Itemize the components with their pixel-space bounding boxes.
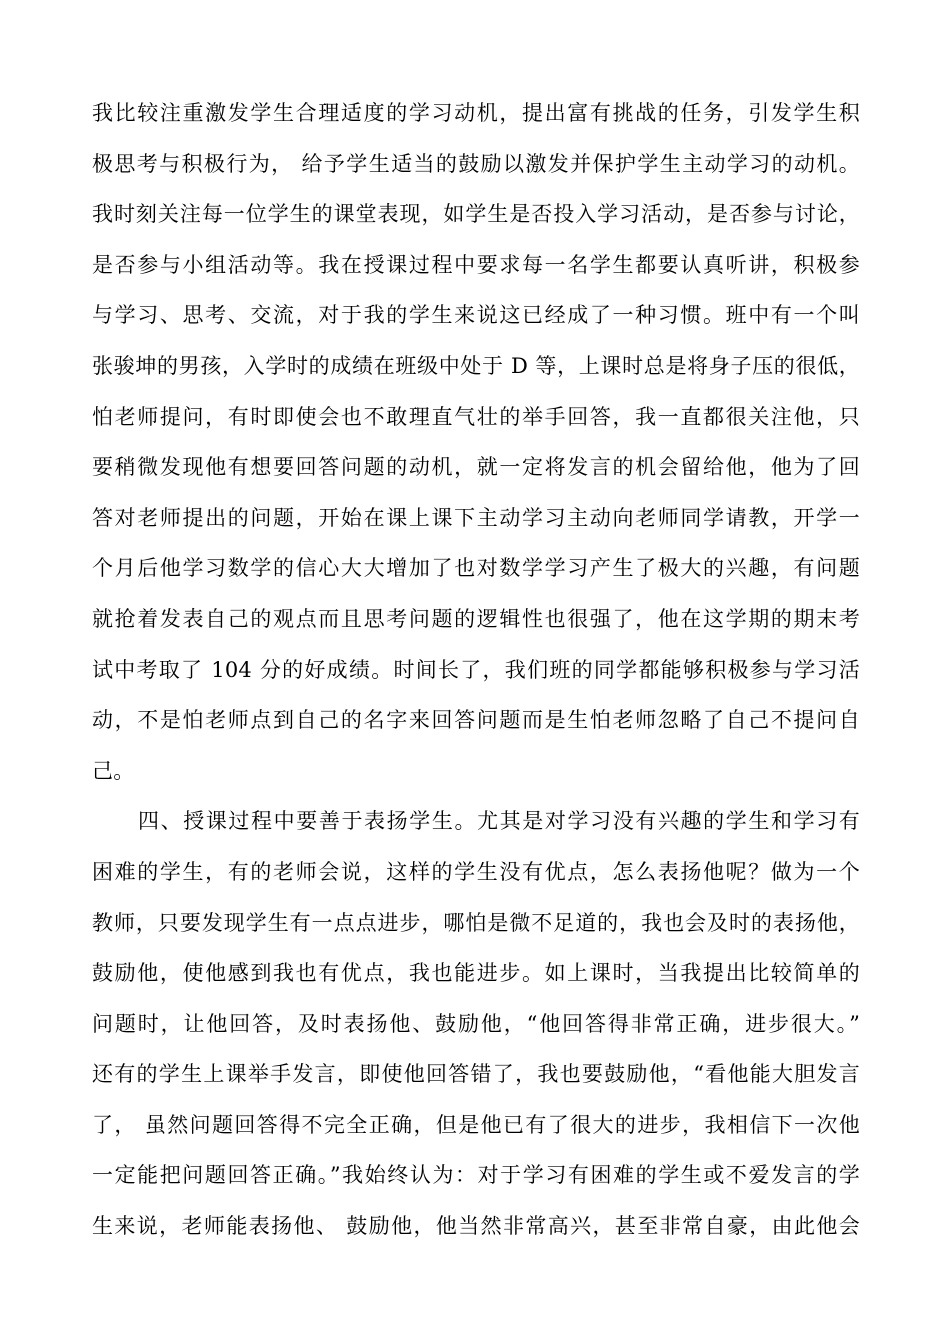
- text-line: 动，不是怕老师点到自己的名字来回答问题而是生怕老师忽略了自己不提问自: [92, 708, 860, 733]
- text-line: 试中考取了 104 分的好成绩。时间长了，我们班的同学都能够积极参与学习活: [92, 657, 860, 682]
- text-line: 生来说，老师能表扬他、 鼓励他，他当然非常高兴，甚至非常自豪，由此他会: [92, 1214, 860, 1239]
- text-line: 鼓励他，使他感到我也有优点，我也能进步。如上课时，当我提出比较简单的: [92, 961, 860, 986]
- text-line: 困难的学生，有的老师会说，这样的学生没有优点，怎么表扬他呢？做为一个: [92, 859, 860, 884]
- text-line: 一定能把问题回答正确。”我始终认为：对于学习有困难的学生或不爱发言的学: [92, 1163, 860, 1188]
- text-line: 了， 虽然问题回答得不完全正确，但是他已有了很大的进步，我相信下一次他: [92, 1112, 860, 1137]
- text-line: 张骏坤的男孩，入学时的成绩在班级中处于 D 等，上课时总是将身子压的很低，: [92, 353, 860, 378]
- text-line: 还有的学生上课举手发言，即使他回答错了，我也要鼓励他，“看他能大胆发言: [92, 1062, 860, 1087]
- text-line: 要稍微发现他有想要回答问题的动机，就一定将发言的机会留给他，他为了回: [92, 455, 860, 480]
- text-line: 问题时，让他回答，及时表扬他、鼓励他，“他回答得非常正确，进步很大。”: [92, 1011, 860, 1036]
- text-line: 就抢着发表自己的观点而且思考问题的逻辑性也很强了，他在这学期的期末考: [92, 606, 860, 631]
- text-line: 是否参与小组活动等。我在授课过程中要求每一名学生都要认真听讲，积极参: [92, 252, 860, 277]
- text-line: 个月后他学习数学的信心大大增加了也对数学学习产生了极大的兴趣，有问题: [92, 556, 860, 581]
- text-line: 极思考与积极行为， 给予学生适当的鼓励以激发并保护学生主动学习的动机。: [92, 151, 860, 176]
- text-line: 己。: [92, 758, 135, 783]
- paragraph-heading-line: 四、授课过程中要善于表扬学生。尤其是对学习没有兴趣的学生和学习有: [138, 809, 860, 834]
- text-line: 怕老师提问，有时即使会也不敢理直气壮的举手回答，我一直都很关注他，只: [92, 404, 860, 429]
- document-page: [92, 88, 860, 1252]
- text-line: 我比较注重激发学生合理适度的学习动机，提出富有挑战的任务，引发学生积: [92, 101, 860, 125]
- text-line: 答对老师提出的问题，开始在课上课下主动学习主动向老师同学请教，开学一: [92, 505, 860, 530]
- text-line: 我时刻关注每一位学生的课堂表现，如学生是否投入学习活动，是否参与讨论，: [92, 202, 860, 227]
- text-line: 教师，只要发现学生有一点点进步，哪怕是微不足道的，我也会及时的表扬他，: [92, 910, 860, 935]
- text-line: 与学习、思考、交流，对于我的学生来说这已经成了一种习惯。班中有一个叫: [92, 303, 860, 328]
